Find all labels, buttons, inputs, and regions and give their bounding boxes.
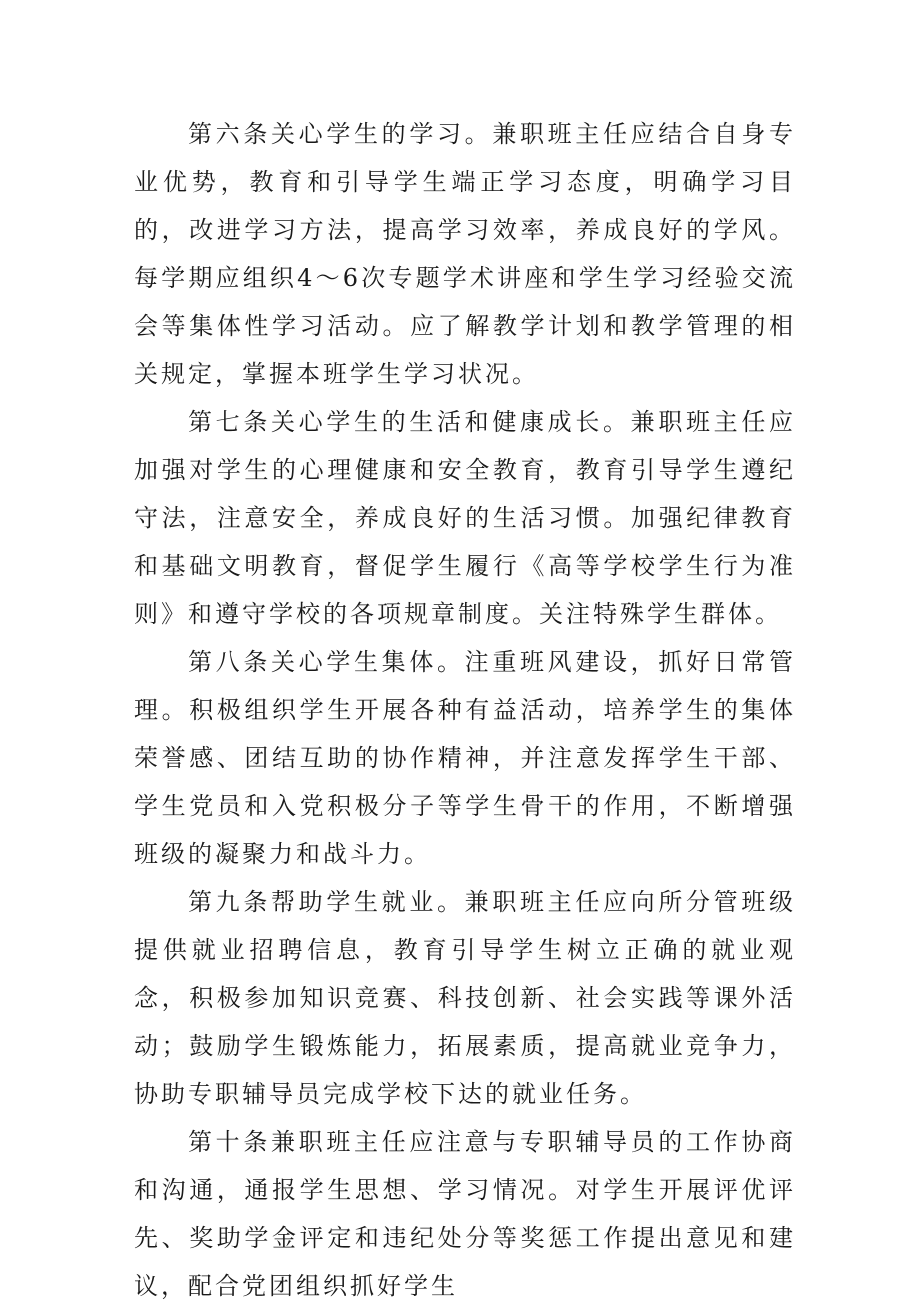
article-6-paragraph: 第六条关心学生的学习。兼职班主任应结合自身专业优势，教育和引导学生端正学习态度，明确学习目的，改进学习方法，提高学习效率，养成良好的学风。每学期应组织4～6次专题学术讲座和学生学习经验交流会等集体性学习活动。应了解教学计划和教学管理的相关规定，掌握本班学生学习状况。 — [134, 120, 796, 388]
article-10-paragraph: 第十条兼职班主任应注意与专职辅导员的工作协商和沟通，通报学生思想、学习情况。对学生开展评优评先、奖助学金评定和违纪处分等奖惩工作提出意见和建议，配合党团组织抓好学生 — [134, 1128, 796, 1300]
article-8-paragraph: 第八条关心学生集体。注重班风建设，抓好日常管理。积极组织学生开展各种有益活动，培养学生的集体荣誉感、团结互助的协作精神，并注意发挥学生干部、学生党员和入党积极分子等学生骨干的作用，不断增强班级的凝聚力和战斗力。 — [134, 648, 796, 868]
article-7-paragraph: 第七条关心学生的生活和健康成长。兼职班主任应加强对学生的心理健康和安全教育，教育引导学生遵纪守法，注意安全，养成良好的生活习惯。加强纪律教育和基础文明教育，督促学生履行《高等学校学生行为准则》和遵守学校的各项规章制度。关注特殊学生群体。 — [134, 408, 796, 628]
document-body — [134, 110, 796, 1310]
article-9-paragraph: 第九条帮助学生就业。兼职班主任应向所分管班级提供就业招聘信息，教育引导学生树立正确的就业观念，积极参加知识竞赛、科技创新、社会实践等课外活动；鼓励学生锻炼能力，拓展素质，提高就业竞争力，协助专职辅导员完成学校下达的就业任务。 — [134, 888, 796, 1108]
